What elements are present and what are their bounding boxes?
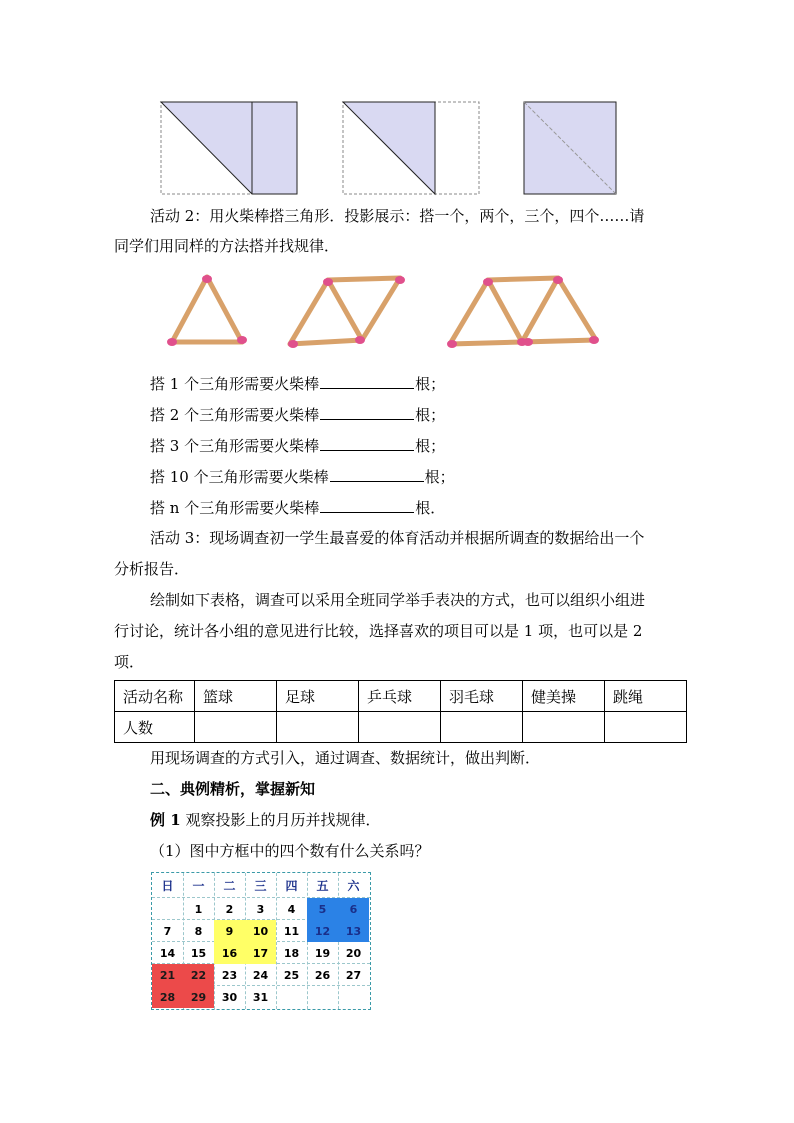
calendar-day: 15 <box>190 946 207 960</box>
answer-blank[interactable] <box>320 497 414 513</box>
calendar-weekday: 二 <box>223 878 236 893</box>
calendar-day: 14 <box>159 946 176 960</box>
calendar-day: 2 <box>225 902 234 916</box>
table-header-cell: 篮球 <box>195 681 277 712</box>
table-cell[interactable] <box>523 712 605 743</box>
fill-in-line-3: 搭 3 个三角形需要火柴棒 根； <box>150 437 446 455</box>
section-title: 二、典例精析，掌握新知 <box>150 780 316 798</box>
calendar-day: 26 <box>314 968 331 982</box>
table-header-cell: 足球 <box>277 681 359 712</box>
instruction-line2: 行讨论，统计各小组的意见进行比较，选择喜欢的项目可以是 1 项，也可以是 2 <box>114 622 643 640</box>
fill-in-line-2: 搭 2 个三角形需要火柴棒 根； <box>150 406 446 424</box>
calendar-day: 20 <box>345 946 362 960</box>
calendar-weekday: 一 <box>192 878 205 893</box>
calendar-day: 5 <box>307 898 338 920</box>
square-figure-1 <box>161 102 297 194</box>
square-figure-3 <box>524 102 616 194</box>
calendar-day: 16 <box>214 942 245 964</box>
calendar-day: 1 <box>194 902 203 916</box>
table-cell[interactable] <box>441 712 523 743</box>
calendar-day: 6 <box>338 898 369 920</box>
table-cell[interactable] <box>195 712 277 743</box>
calendar-day: 12 <box>307 920 338 942</box>
calendar-empty-cell <box>152 898 183 920</box>
calendar-day: 31 <box>252 990 269 1004</box>
table-cell[interactable] <box>605 712 687 743</box>
calendar-weekday: 日 <box>161 878 174 893</box>
calendar-day: 7 <box>163 924 172 938</box>
answer-blank[interactable] <box>320 404 414 420</box>
fill-in-line-4: 搭 10 个三角形需要火柴棒 根； <box>150 468 455 486</box>
question-1: （1）图中方框中的四个数有什么关系吗？ <box>150 842 430 860</box>
table-header-cell: 乒乓球 <box>359 681 441 712</box>
instruction-line1: 绘制如下表格，调查可以采用全班同学举手表决的方式，也可以组织小组进 <box>150 591 646 609</box>
table-header-cell: 羽毛球 <box>441 681 523 712</box>
matchstick-triangle-4 <box>450 278 596 344</box>
calendar-day: 28 <box>152 986 183 1008</box>
table-header-cell: 跳绳 <box>605 681 687 712</box>
answer-blank[interactable] <box>320 373 414 389</box>
table-cell[interactable] <box>277 712 359 743</box>
instruction-line3: 项． <box>114 653 145 671</box>
calendar-day: 18 <box>283 946 300 960</box>
method-note: 用现场调查的方式引入，通过调查、数据统计，做出判断． <box>150 749 541 767</box>
calendar-day: 30 <box>221 990 238 1004</box>
activity3-line1: 活动 3：现场调查初一学生最喜爱的体育活动并根据所调查的数据给出一个 <box>150 529 645 547</box>
matchstick-triangle-2 <box>290 278 400 344</box>
month-calendar <box>151 872 371 1010</box>
activity2-line2: 同学们用同样的方法搭并找规律． <box>114 237 340 255</box>
calendar-day: 17 <box>245 942 276 964</box>
calendar-day: 10 <box>245 920 276 942</box>
calendar-weekday: 六 <box>347 878 360 893</box>
calendar-day: 4 <box>287 902 296 916</box>
table-header-cell: 健美操 <box>523 681 605 712</box>
square-figure-2 <box>343 102 479 194</box>
example1-line: 例 1 观察投影上的月历并找规律． <box>150 811 381 829</box>
calendar-empty-cell <box>338 986 369 1008</box>
calendar-weekday: 四 <box>285 878 298 893</box>
calendar-day: 11 <box>283 924 300 938</box>
answer-blank[interactable] <box>330 466 424 482</box>
calendar-empty-cell <box>307 986 338 1008</box>
calendar-day: 29 <box>183 986 214 1008</box>
calendar-day: 22 <box>183 964 214 986</box>
fill-in-line-5: 搭 n 个三角形需要火柴棒 根． <box>150 499 446 517</box>
table-row-label: 人数 <box>115 712 195 743</box>
matchstick-triangles <box>160 268 610 353</box>
calendar-day: 19 <box>314 946 331 960</box>
example-label: 例 1 <box>150 811 181 829</box>
answer-blank[interactable] <box>320 435 414 451</box>
square-folding-figures <box>150 95 630 200</box>
activity2-line1: 活动 2：用火柴棒搭三角形．投影展示：搭一个，两个，三个，四个……请 <box>150 207 645 225</box>
calendar-weekday: 三 <box>254 878 267 893</box>
table-row <box>115 681 687 712</box>
matchstick-triangle-1 <box>172 277 242 342</box>
fill-in-line-1: 搭 1 个三角形需要火柴棒 根； <box>150 375 446 393</box>
calendar-weekday: 五 <box>316 878 329 893</box>
table-cell[interactable] <box>359 712 441 743</box>
table-row <box>115 712 687 743</box>
calendar-day: 24 <box>252 968 269 982</box>
activity3-line2: 分析报告． <box>114 560 190 578</box>
calendar-day: 27 <box>345 968 362 982</box>
table-header-cell: 活动名称 <box>115 681 195 712</box>
calendar-day: 9 <box>214 920 245 942</box>
calendar-day: 25 <box>283 968 300 982</box>
survey-table <box>114 680 687 743</box>
calendar-empty-cell <box>276 986 307 1008</box>
calendar-day: 3 <box>256 902 265 916</box>
calendar-day: 13 <box>338 920 369 942</box>
calendar-day: 8 <box>194 924 203 938</box>
calendar-day: 23 <box>221 968 238 982</box>
calendar-day: 21 <box>152 964 183 986</box>
